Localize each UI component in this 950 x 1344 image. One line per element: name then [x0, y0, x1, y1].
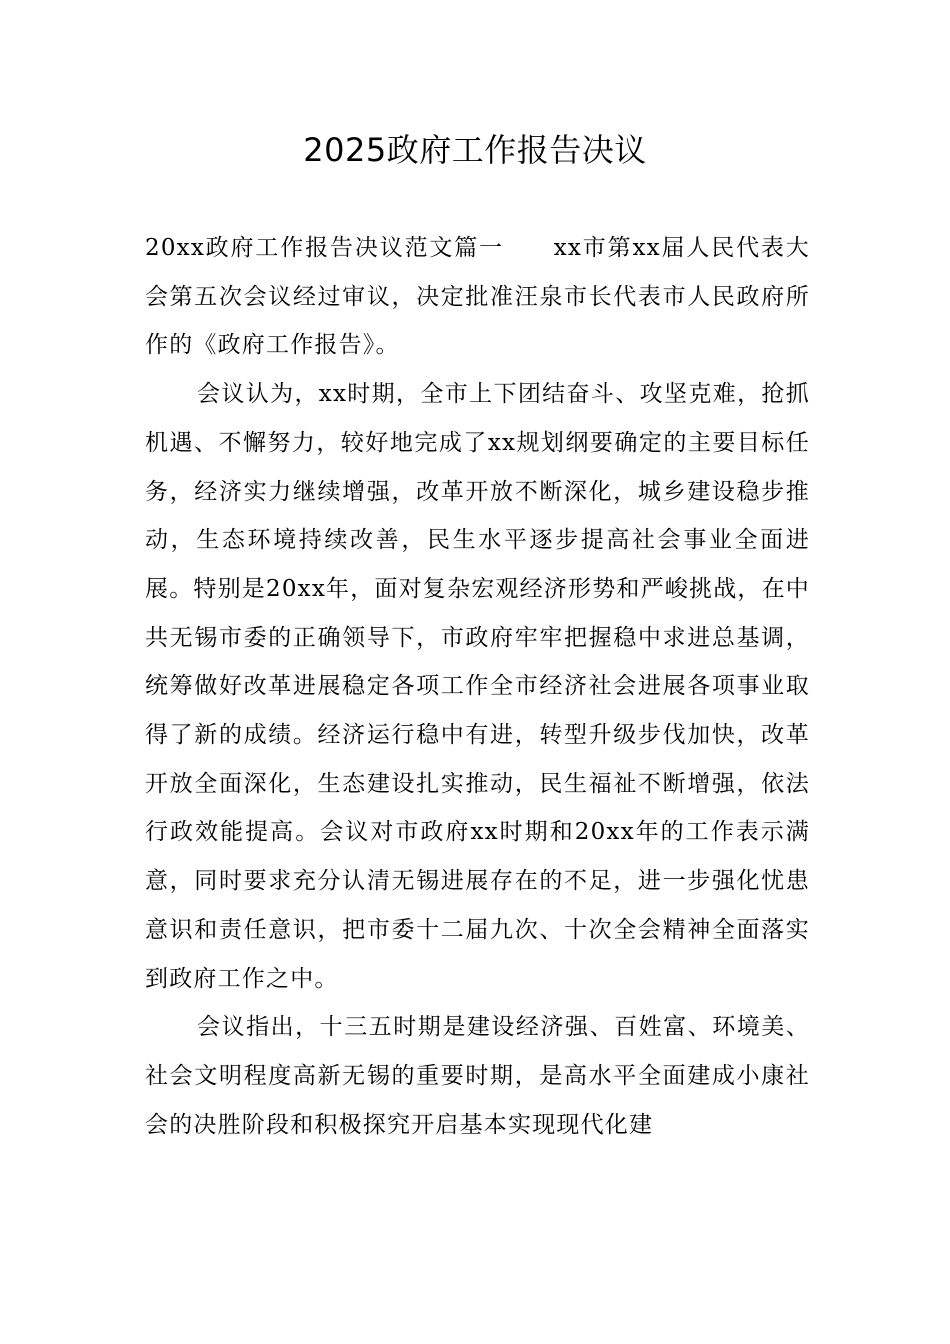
document-title: 2025政府工作报告决议 — [303, 131, 647, 169]
paragraph-meeting-opinion: 会议认为，xx时期，全市上下团结奋斗、攻坚克难，抢抓机遇、不懈努力，较好地完成了xx规划纲要确定的主要目标任务，经济实力继续增强，改革开放不断深化，城乡建设稳步推动，生态环境持续改善，民生水平逐步提高社会事业全面进展。特别是20xx年，面对复杂宏观经济形势和严峻挑战，在中共无锡市委的正确领导下，市政府牢牢把握稳中求进总基调，统筹做好改革进展稳定各项工作全市经济社会进展各项事业取得了新的成绩。经济运行稳中有进，转型升级步伐加快，改革开放全面深化，生态建设扎实推动，民生福祉不断增强，依法行政效能提高。会议对市政府xx时期和20xx年的工作表示满意，同时要求充分认清无锡进展存在的不足，进一步强化忧患意识和责任意识，把市委十二届九次、十次全会精神全面落实到政府工作之中。 — [145, 381, 811, 992]
paragraph-meeting-points: 会议指出，十三五时期是建设经济强、百姓富、环境美、社会文明程度高新无锡的重要时期，是高水平全面建成小康社会的决胜阶段和积极探究开启基本实现现代化建 — [145, 1014, 810, 1138]
document-body — [145, 224, 810, 1149]
paragraph-opening: 20xx政府工作报告决议范文篇一 xx市第xx届人民代表大会第五次会议经过审议，决定批准汪泉市长代表市人民政府所作的《政府工作报告》。 — [145, 235, 810, 359]
